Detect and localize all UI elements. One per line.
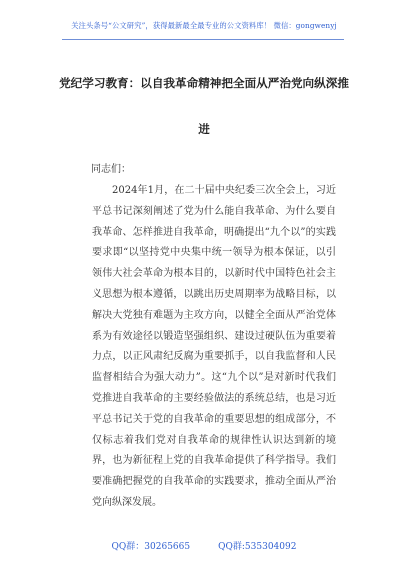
footer-qq-group-1: QQ群：30265665	[111, 542, 191, 552]
footer-qq-group-2: QQ群:535304092	[218, 542, 297, 552]
document-title-line-1: 党纪学习教育：以自我革命精神把全面从严治党向纵深推	[59, 76, 349, 90]
document-title-line-2: 进	[198, 122, 210, 136]
header-promo-note: 关注头条号“公文研究”，获得最新最全最专业的公文资料库！ 微信：gongwenyj	[71, 21, 337, 30]
footer-contact	[0, 539, 408, 552]
salutation: 同志们：	[91, 164, 131, 175]
header-divider	[62, 39, 344, 40]
body-paragraph: 2024年1月，在二十届中央纪委三次全会上，习近平总书记深刻阐述了党为什么能自我革命、为什么要自我革命、怎样推进自我革命，明确提出“九个以”的实践要求即“以坚持党中央集中统一领导为根本保证，以引领伟大社会革命为根本目的，以新时代中国特色社会主义思想为根本遵循，以跳出历史周期率为战略目标，以解决大党独有难题为主攻方向，以健全全面从严治党体系为有效途径以锻造坚强组织、建设过硬队伍为重要着力点，以正风肃纪反腐为重要抓手，以自我监督和人民监督相结合为强大动力”。这“九个以”是对新时代我们党推进自我革命的主要经验做法的系统总结，也是习近平总书记关于党的自我革命的重要思想的组成部分，不仅标志着我们党对自我革命的规律性认识达到新的境界，也为新征程上党的自我革命提供了科学指导。我们要准确把握党的自我革命的实践要求，推动全面从严治党向纵深发展。	[92, 185, 336, 508]
